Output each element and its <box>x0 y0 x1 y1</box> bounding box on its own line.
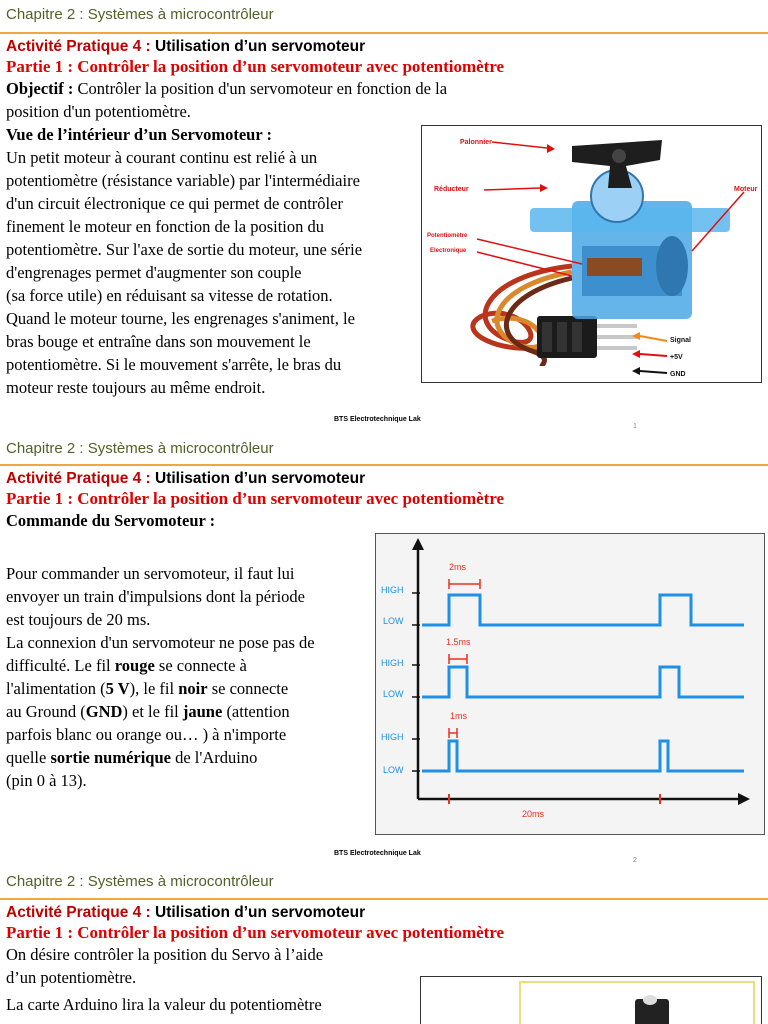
y-axis-arrow <box>412 538 424 550</box>
paragraph-line: finement le moteur en fonction de la position du <box>6 217 325 236</box>
paragraph-line: On désire contrôler la position du Servo à l’aide <box>6 945 324 964</box>
label-palonnier: Palonnier <box>460 139 492 146</box>
paragraph-line <box>6 746 374 769</box>
objective-line: Contrôler la position d'un servomoteur en fonction de la <box>73 79 448 98</box>
slide2-page-number: 2 <box>633 857 637 864</box>
paragraph-line <box>6 677 374 700</box>
paragraph-line: moteur reste toujours au même endroit. <box>6 378 266 397</box>
text-run: au Ground ( <box>6 702 86 721</box>
activity-title: Utilisation d’un servomoteur <box>150 904 366 921</box>
slide1-chapter-title: Chapitre 2 : Systèmes à microcontrôleur <box>6 6 274 23</box>
marker-2ms <box>449 579 480 589</box>
paragraph-line: Pour commander un servomoteur, il faut lui <box>6 564 295 583</box>
paragraph-line: est toujours de 20 ms. <box>6 610 151 629</box>
paragraph-line: d'un circuit électronique ce qui permet de contrôler <box>6 194 343 213</box>
bold-gnd: GND <box>85 702 123 721</box>
label-reducteur: Réducteur <box>434 186 469 193</box>
label-5v: +5V <box>670 354 683 361</box>
text-run: (attention <box>222 702 290 721</box>
bold-noir: noir <box>178 679 208 698</box>
label-high-3: HIGH <box>381 732 404 742</box>
paragraph-line: La connexion d'un servomoteur ne pose pas de <box>6 633 315 652</box>
activity-title: Utilisation d’un servomoteur <box>150 470 366 487</box>
label-20ms: 20ms <box>522 809 545 819</box>
slide2-chapter-title: Chapitre 2 : Systèmes à microcontrôleur <box>6 440 274 457</box>
paragraph-line: envoyer un train d'impulsions dont la période <box>6 587 305 606</box>
paragraph-line: (sa force utile) en réduisant sa vitesse de rotation. <box>6 286 333 305</box>
slide2-activity <box>6 470 766 488</box>
slide3-activity <box>6 904 766 922</box>
slide3-chapter-title: Chapitre 2 : Systèmes à microcontrôleur <box>6 873 274 890</box>
slide1-page-number: 1 <box>633 423 637 430</box>
paragraph-line: potentiomètre. Si le mouvement s'arrête, le bras du <box>6 355 342 374</box>
text-run: se connecte <box>207 679 289 698</box>
paragraph-line: potentiomètre. Sur l'axe de sortie du moteur, une série <box>6 240 363 259</box>
marker-1ms <box>449 728 457 738</box>
paragraph-line: Un petit moteur à courant continu est relié à un <box>6 148 318 167</box>
label-low-1: LOW <box>383 616 404 626</box>
activity-title: Utilisation d’un servomoteur <box>150 38 366 55</box>
signal-1-5ms <box>422 667 744 697</box>
text-run: ), le fil <box>129 679 179 698</box>
slide1-activity <box>6 38 586 56</box>
signal-2ms <box>422 595 744 625</box>
slide3-partie: Partie 1 : Contrôler la position d’un servomoteur avec potentiomètre <box>6 923 505 942</box>
x-axis-arrow <box>738 793 750 805</box>
pwm-diagram <box>375 533 765 835</box>
slide2-paragraph <box>6 562 374 792</box>
slide2-partie: Partie 1 : Contrôler la position d’un servomoteur avec potentiomètre <box>6 489 505 508</box>
paragraph-line: d’un potentiomètre. <box>6 968 137 987</box>
marker-1-5ms <box>449 654 467 664</box>
label-signal: Signal <box>670 337 692 344</box>
label-electronique: Electronique <box>430 248 467 254</box>
paragraph-line: bras bouge et entraîne dans son mouvement le <box>6 332 311 351</box>
label-gnd: GND <box>670 371 686 378</box>
paragraph-line: Quand le moteur tourne, les engrenages s'animent, le <box>6 309 355 328</box>
vue-heading: Vue de l’intérieur d’un Servomoteur : <box>6 125 272 144</box>
label-moteur: Moteur <box>734 186 758 193</box>
slide2-divider <box>0 464 768 466</box>
servo-illustration <box>421 125 762 383</box>
label-low-3: LOW <box>383 765 404 775</box>
paragraph-line <box>6 700 374 723</box>
text-run: difficulté. Le fil <box>6 656 115 675</box>
activity-label: Activité Pratique 4 : <box>6 470 151 487</box>
pwm-svg <box>376 534 765 835</box>
label-potentiometre: Potentiomètre <box>427 233 468 239</box>
paragraph-line: d'engrenages permet d'augmenter son couple <box>6 263 302 282</box>
paragraph-line: parfois blanc ou orange ou… ) à n'importe <box>6 725 287 744</box>
paragraph-line: potentiomètre (résistance variable) par l'intermédiaire <box>6 171 360 190</box>
paragraph-line: (pin 0 à 13). <box>6 771 87 790</box>
text-run: de l'Arduino <box>170 748 258 767</box>
slide1-footer: BTS Electrotechnique Lak <box>334 416 421 423</box>
bold-rouge: rouge <box>114 656 155 675</box>
servo-thumbnail-horn <box>643 995 657 1005</box>
bold-sortie: sortie numérique <box>50 748 171 767</box>
label-low-2: LOW <box>383 689 404 699</box>
label-high-2: HIGH <box>381 658 404 668</box>
slide3-image-frame <box>420 976 762 1024</box>
commande-heading: Commande du Servomoteur : <box>6 511 216 530</box>
activity-label: Activité Pratique 4 : <box>6 38 151 55</box>
activity-label: Activité Pratique 4 : <box>6 904 151 921</box>
text-run: se connecte à <box>154 656 247 675</box>
signal-1ms <box>422 741 744 771</box>
slide2-header <box>6 470 766 532</box>
bold-5v: 5 V <box>105 679 130 698</box>
label-1ms: 1ms <box>450 711 468 721</box>
label-2ms: 2ms <box>449 562 467 572</box>
slide3-divider <box>0 898 768 900</box>
slide1-objective <box>6 77 586 100</box>
slide2-footer: BTS Electrotechnique Lak <box>334 850 421 857</box>
servo-drawing <box>422 126 762 383</box>
text-run: quelle <box>6 748 51 767</box>
paragraph-line: La carte Arduino lira la valeur du potentiomètre <box>6 995 322 1014</box>
text-run: ) et le fil <box>122 702 183 721</box>
slide1-partie: Partie 1 : Contrôler la position d’un servomoteur avec potentiomètre <box>6 57 505 76</box>
label-high-1: HIGH <box>381 585 404 595</box>
label-1-5ms: 1.5ms <box>446 637 471 647</box>
objective-label: Objectif : <box>6 79 74 98</box>
text-run: l'alimentation ( <box>6 679 106 698</box>
bold-jaune: jaune <box>182 702 223 721</box>
paragraph-line <box>6 654 374 677</box>
slide1-divider <box>0 32 768 34</box>
objective-line: position d'un potentiomètre. <box>6 102 191 121</box>
